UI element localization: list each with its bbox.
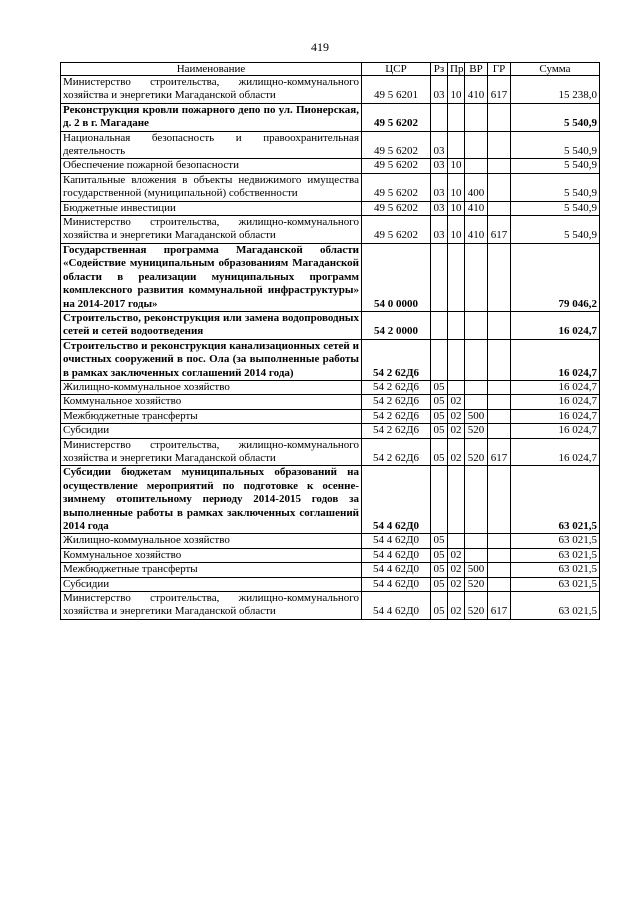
cell-csr: 54 2 62Д6 bbox=[362, 424, 431, 438]
cell-csr: 54 2 0000 bbox=[362, 311, 431, 339]
table-row bbox=[61, 380, 600, 394]
cell-gr: 617 bbox=[488, 438, 511, 466]
cell-csr: 49 5 6202 bbox=[362, 201, 431, 215]
header-rz: Рз bbox=[431, 63, 448, 76]
cell-rz: 05 bbox=[431, 534, 448, 548]
cell-csr: 54 2 62Д6 bbox=[362, 339, 431, 380]
cell-pr: 10 bbox=[448, 216, 465, 244]
cell-vr bbox=[465, 103, 488, 131]
cell-sum: 16 024,7 bbox=[511, 311, 600, 339]
cell-rz: 03 bbox=[431, 131, 448, 159]
cell-csr: 49 5 6202 bbox=[362, 173, 431, 201]
cell-rz: 03 bbox=[431, 76, 448, 104]
cell-pr bbox=[448, 380, 465, 394]
table-row bbox=[61, 409, 600, 423]
cell-sum: 63 021,5 bbox=[511, 466, 600, 534]
table-row bbox=[61, 438, 600, 466]
cell-name: Национальная безопасность и правоохранительная деятельность bbox=[61, 131, 362, 159]
cell-csr: 54 4 62Д0 bbox=[362, 592, 431, 620]
cell-vr bbox=[465, 243, 488, 311]
cell-rz: 05 bbox=[431, 438, 448, 466]
cell-rz bbox=[431, 243, 448, 311]
cell-csr: 54 2 62Д6 bbox=[362, 380, 431, 394]
cell-sum: 63 021,5 bbox=[511, 534, 600, 548]
table-row bbox=[61, 216, 600, 244]
cell-rz: 03 bbox=[431, 216, 448, 244]
cell-csr: 49 5 6201 bbox=[362, 76, 431, 104]
cell-gr: 617 bbox=[488, 592, 511, 620]
cell-pr bbox=[448, 243, 465, 311]
cell-gr bbox=[488, 380, 511, 394]
table-body bbox=[61, 76, 600, 620]
table-row bbox=[61, 243, 600, 311]
cell-pr: 10 bbox=[448, 76, 465, 104]
cell-gr bbox=[488, 466, 511, 534]
cell-vr: 410 bbox=[465, 201, 488, 215]
cell-sum: 16 024,7 bbox=[511, 380, 600, 394]
cell-sum: 5 540,9 bbox=[511, 103, 600, 131]
cell-sum: 63 021,5 bbox=[511, 548, 600, 562]
cell-csr: 54 0 0000 bbox=[362, 243, 431, 311]
cell-rz: 05 bbox=[431, 409, 448, 423]
cell-name: Государственная программа Магаданской области «Содействие муниципальным образованиям Магаданской области в реализации муниципальных программ комплексного развития коммунальной инфраструктуры» на 2014-2017 годы» bbox=[61, 243, 362, 311]
cell-gr bbox=[488, 563, 511, 577]
cell-csr: 54 2 62Д6 bbox=[362, 438, 431, 466]
cell-gr bbox=[488, 311, 511, 339]
cell-sum: 16 024,7 bbox=[511, 438, 600, 466]
cell-csr: 54 4 62Д0 bbox=[362, 548, 431, 562]
cell-rz bbox=[431, 339, 448, 380]
cell-vr: 400 bbox=[465, 173, 488, 201]
header-row bbox=[61, 63, 600, 76]
cell-rz: 05 bbox=[431, 592, 448, 620]
table-row bbox=[61, 339, 600, 380]
cell-gr bbox=[488, 424, 511, 438]
cell-sum: 5 540,9 bbox=[511, 131, 600, 159]
cell-name: Субсидии bbox=[61, 577, 362, 591]
cell-rz bbox=[431, 466, 448, 534]
header-name: Наименование bbox=[61, 63, 362, 76]
cell-pr: 02 bbox=[448, 424, 465, 438]
cell-sum: 63 021,5 bbox=[511, 577, 600, 591]
table-row bbox=[61, 76, 600, 104]
cell-csr: 54 2 62Д6 bbox=[362, 395, 431, 409]
cell-name: Капитальные вложения в объекты недвижимого имущества государственной (муниципальной) собственности bbox=[61, 173, 362, 201]
cell-vr bbox=[465, 380, 488, 394]
cell-gr bbox=[488, 173, 511, 201]
cell-pr bbox=[448, 534, 465, 548]
cell-gr bbox=[488, 534, 511, 548]
table-header bbox=[61, 63, 600, 76]
cell-vr: 410 bbox=[465, 76, 488, 104]
cell-pr: 02 bbox=[448, 438, 465, 466]
cell-gr bbox=[488, 577, 511, 591]
cell-sum: 16 024,7 bbox=[511, 409, 600, 423]
cell-pr: 02 bbox=[448, 577, 465, 591]
cell-pr: 10 bbox=[448, 201, 465, 215]
cell-vr bbox=[465, 395, 488, 409]
cell-name: Обеспечение пожарной безопасности bbox=[61, 159, 362, 173]
cell-gr: 617 bbox=[488, 76, 511, 104]
cell-vr: 520 bbox=[465, 592, 488, 620]
cell-sum: 15 238,0 bbox=[511, 76, 600, 104]
cell-csr: 49 5 6202 bbox=[362, 103, 431, 131]
cell-gr bbox=[488, 131, 511, 159]
cell-name: Жилищно-коммунальное хозяйство bbox=[61, 380, 362, 394]
cell-vr: 520 bbox=[465, 424, 488, 438]
table-row bbox=[61, 424, 600, 438]
cell-gr bbox=[488, 548, 511, 562]
table-row bbox=[61, 201, 600, 215]
cell-sum: 16 024,7 bbox=[511, 424, 600, 438]
table-row bbox=[61, 534, 600, 548]
cell-gr bbox=[488, 395, 511, 409]
cell-rz: 03 bbox=[431, 173, 448, 201]
cell-pr bbox=[448, 466, 465, 534]
cell-name: Строительство, реконструкция или замена водопроводных сетей и сетей водоотведения bbox=[61, 311, 362, 339]
cell-name: Коммунальное хозяйство bbox=[61, 548, 362, 562]
header-csr: ЦСР bbox=[362, 63, 431, 76]
table-row bbox=[61, 103, 600, 131]
cell-vr bbox=[465, 159, 488, 173]
page-number: 419 bbox=[311, 40, 329, 54]
cell-gr bbox=[488, 409, 511, 423]
cell-name: Министерство строительства, жилищно-коммунального хозяйства и энергетики Магаданской области bbox=[61, 76, 362, 104]
header-vr: ВР bbox=[465, 63, 488, 76]
cell-rz: 03 bbox=[431, 201, 448, 215]
cell-pr: 10 bbox=[448, 173, 465, 201]
cell-gr bbox=[488, 201, 511, 215]
cell-sum: 5 540,9 bbox=[511, 201, 600, 215]
cell-rz: 05 bbox=[431, 563, 448, 577]
cell-vr bbox=[465, 311, 488, 339]
cell-gr bbox=[488, 159, 511, 173]
cell-rz bbox=[431, 103, 448, 131]
cell-sum: 63 021,5 bbox=[511, 592, 600, 620]
cell-sum: 5 540,9 bbox=[511, 173, 600, 201]
cell-pr: 02 bbox=[448, 409, 465, 423]
cell-gr bbox=[488, 103, 511, 131]
cell-rz bbox=[431, 311, 448, 339]
cell-vr: 520 bbox=[465, 438, 488, 466]
cell-name: Межбюджетные трансферты bbox=[61, 409, 362, 423]
budget-table bbox=[60, 62, 600, 620]
cell-vr bbox=[465, 131, 488, 159]
cell-gr bbox=[488, 339, 511, 380]
cell-csr: 49 5 6202 bbox=[362, 131, 431, 159]
cell-rz: 05 bbox=[431, 380, 448, 394]
header-pr: Пр bbox=[448, 63, 465, 76]
cell-pr: 02 bbox=[448, 563, 465, 577]
table-row bbox=[61, 131, 600, 159]
cell-csr: 54 4 62Д0 bbox=[362, 577, 431, 591]
header-sum: Сумма bbox=[511, 63, 600, 76]
cell-csr: 54 4 62Д0 bbox=[362, 563, 431, 577]
cell-pr: 02 bbox=[448, 548, 465, 562]
cell-vr bbox=[465, 339, 488, 380]
table-row bbox=[61, 173, 600, 201]
cell-csr: 54 2 62Д6 bbox=[362, 409, 431, 423]
cell-name: Министерство строительства, жилищно-коммунального хозяйства и энергетики Магаданской области bbox=[61, 592, 362, 620]
cell-vr bbox=[465, 534, 488, 548]
table-row bbox=[61, 563, 600, 577]
cell-rz: 03 bbox=[431, 159, 448, 173]
cell-gr bbox=[488, 243, 511, 311]
cell-name: Субсидии bbox=[61, 424, 362, 438]
table-row bbox=[61, 548, 600, 562]
cell-name: Бюджетные инвестиции bbox=[61, 201, 362, 215]
cell-rz: 05 bbox=[431, 424, 448, 438]
table-row bbox=[61, 159, 600, 173]
cell-sum: 16 024,7 bbox=[511, 339, 600, 380]
table-row bbox=[61, 592, 600, 620]
cell-name: Строительство и реконструкция канализационных сетей и очистных сооружений в пос. Ола (за выполненные работы в рамках заключенных соглашений 2014 года) bbox=[61, 339, 362, 380]
table-row bbox=[61, 395, 600, 409]
cell-pr bbox=[448, 311, 465, 339]
cell-rz: 05 bbox=[431, 395, 448, 409]
cell-name: Жилищно-коммунальное хозяйство bbox=[61, 534, 362, 548]
cell-csr: 49 5 6202 bbox=[362, 216, 431, 244]
cell-pr bbox=[448, 131, 465, 159]
table-row bbox=[61, 466, 600, 534]
cell-sum: 16 024,7 bbox=[511, 395, 600, 409]
table-row bbox=[61, 577, 600, 591]
cell-sum: 63 021,5 bbox=[511, 563, 600, 577]
cell-name: Субсидии бюджетам муниципальных образований на осуществление мероприятий по подготовке к осенне-зимнему отопительному периоду 2014-2015 годов за выполненные работы в рамках заключенных соглашений 2014 года bbox=[61, 466, 362, 534]
cell-vr: 500 bbox=[465, 563, 488, 577]
cell-vr bbox=[465, 548, 488, 562]
cell-csr: 54 4 62Д0 bbox=[362, 466, 431, 534]
cell-pr: 02 bbox=[448, 592, 465, 620]
cell-rz: 05 bbox=[431, 577, 448, 591]
table-row bbox=[61, 311, 600, 339]
cell-name: Межбюджетные трансферты bbox=[61, 563, 362, 577]
cell-sum: 79 046,2 bbox=[511, 243, 600, 311]
cell-gr: 617 bbox=[488, 216, 511, 244]
cell-name: Реконструкция кровли пожарного депо по ул. Пионерская, д. 2 в г. Магадане bbox=[61, 103, 362, 131]
cell-vr bbox=[465, 466, 488, 534]
cell-vr: 500 bbox=[465, 409, 488, 423]
cell-name: Министерство строительства, жилищно-коммунального хозяйства и энергетики Магаданской области bbox=[61, 216, 362, 244]
cell-vr: 410 bbox=[465, 216, 488, 244]
cell-vr: 520 bbox=[465, 577, 488, 591]
cell-pr: 02 bbox=[448, 395, 465, 409]
header-gr: ГР bbox=[488, 63, 511, 76]
cell-pr: 10 bbox=[448, 159, 465, 173]
cell-sum: 5 540,9 bbox=[511, 159, 600, 173]
cell-csr: 54 4 62Д0 bbox=[362, 534, 431, 548]
cell-sum: 5 540,9 bbox=[511, 216, 600, 244]
cell-name: Министерство строительства, жилищно-коммунального хозяйства и энергетики Магаданской области bbox=[61, 438, 362, 466]
cell-name: Коммунальное хозяйство bbox=[61, 395, 362, 409]
cell-pr bbox=[448, 339, 465, 380]
cell-pr bbox=[448, 103, 465, 131]
cell-rz: 05 bbox=[431, 548, 448, 562]
cell-csr: 49 5 6202 bbox=[362, 159, 431, 173]
